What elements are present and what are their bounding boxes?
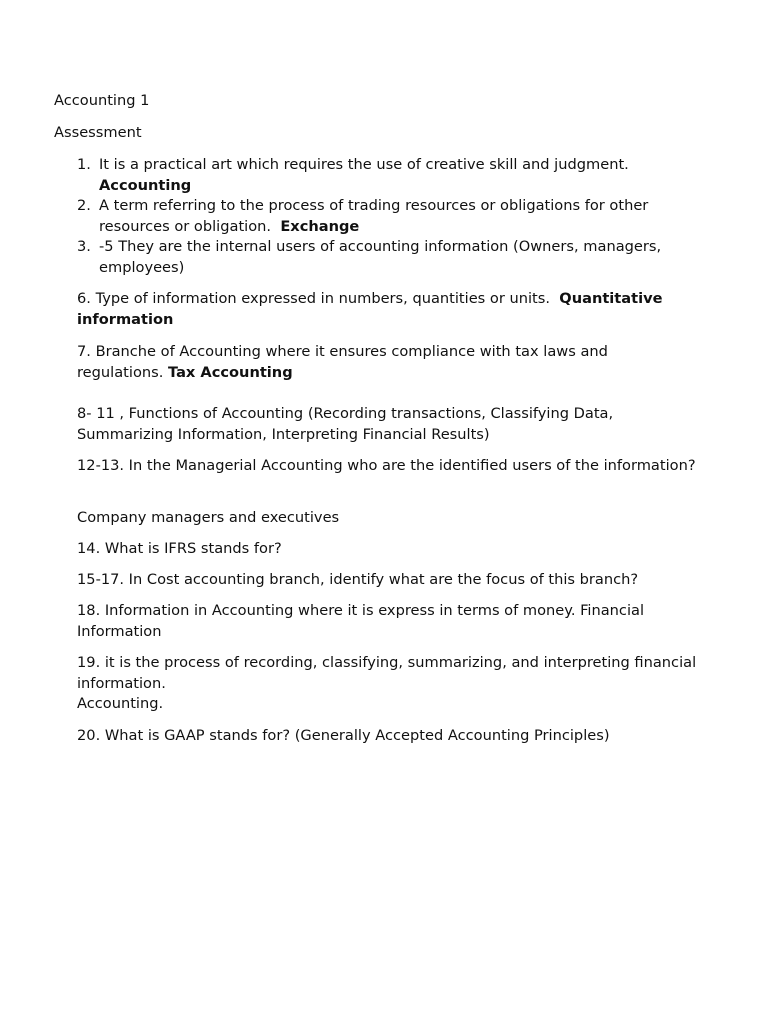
- question-text: It is a practical art which requires the use of creative skill and judgment.: [99, 156, 629, 173]
- question-text: 19. it is the process of recording, classifying, summarizing, and interpreting financial information.: [77, 654, 697, 692]
- answer-text: Tax Accounting: [168, 363, 293, 381]
- question-text: 7. Branche of Accounting where it ensures compliance with tax laws and regulations.: [77, 343, 608, 381]
- question-15-17: 15-17. In Cost accounting branch, identify what are the focus of this branch?: [77, 571, 639, 588]
- item-number: 3.: [77, 238, 91, 255]
- question-6: [77, 289, 697, 330]
- question-text: -5 They are the internal users of accounting information (Owners, managers, employees): [99, 238, 662, 276]
- list-item: [77, 237, 697, 278]
- question-19: [77, 653, 697, 715]
- item-text: [99, 196, 697, 237]
- answer-12-13: Company managers and executives: [77, 509, 340, 526]
- question-12-13: 12-13. In the Managerial Accounting who are the identified users of the information?: [77, 457, 696, 474]
- item-text: [99, 155, 697, 196]
- list-item: [77, 196, 697, 237]
- answer-text: Exchange: [280, 217, 360, 235]
- answer-text: Quantitative information: [77, 290, 663, 328]
- question-18: 18. Information in Accounting where it is express in terms of money. Financial Information: [77, 602, 644, 640]
- document-title: Accounting 1: [54, 92, 150, 109]
- question-8-11: 8- 11 , Functions of Accounting (Recording transactions, Classifying Data, Summarizing Information, Interpreting Financial Results): [77, 405, 614, 443]
- list-item: [77, 155, 697, 196]
- item-number: 2.: [77, 197, 91, 214]
- question-20: 20. What is GAAP stands for? (Generally Accepted Accounting Principles): [77, 727, 610, 744]
- question-text: A term referring to the process of trading resources or obligations for other resources or obligation.: [99, 197, 649, 235]
- numbered-question-list: [77, 155, 697, 278]
- item-text: [99, 237, 697, 278]
- answer-text: Accounting.: [77, 695, 164, 712]
- question-14: 14. What is IFRS stands for?: [77, 540, 282, 557]
- question-text: 6. Type of information expressed in numbers, quantities or units.: [77, 290, 551, 307]
- answer-text: Accounting: [99, 176, 192, 194]
- question-7: [77, 342, 697, 383]
- document-subtitle: Assessment: [54, 124, 142, 141]
- item-number: 1.: [77, 156, 91, 173]
